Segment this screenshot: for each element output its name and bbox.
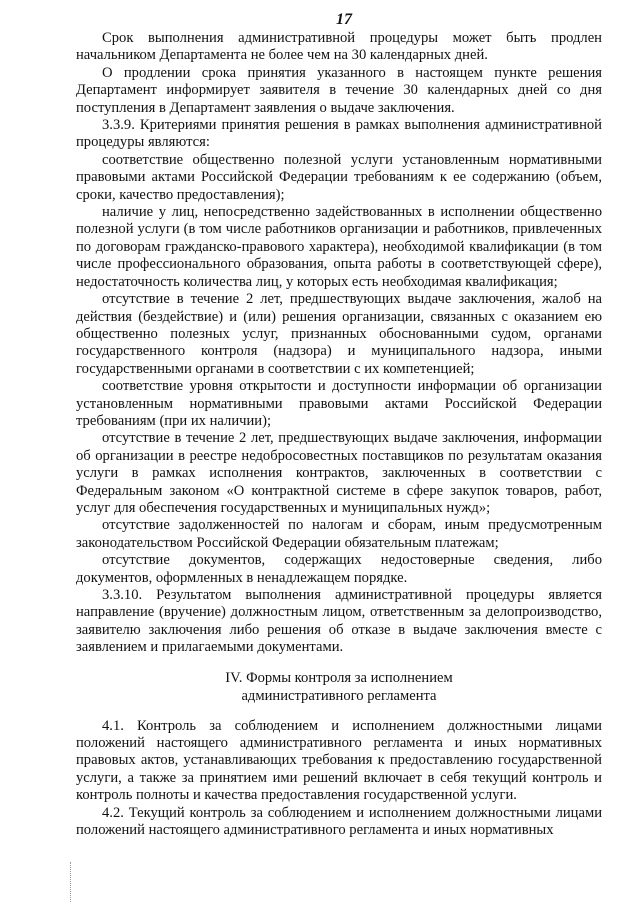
criterion-not-in-registry: отсутствие в течение 2 лет, предшествующих выдаче заключения, информации об организации в реестре недобросовестных поставщиков по результатам оказания услуги в рамках исполнения контрактов, заключенных в соответствии с Федеральным законом «О контрактной системе в сфере закупок товаров, работ, услуг для обеспечения государственных и муниципальных нужд»; <box>76 430 602 516</box>
criterion-information-openness: соответствие уровня открытости и доступности информации об организации установленным нормативными правовыми актами Российской Федерации требованиям (при их наличии); <box>76 378 602 429</box>
margin-dotted-line <box>70 862 72 902</box>
paragraph-procedure-result: 3.3.10. Результатом выполнения административной процедуры является направление (вручение) должностным лицом, ответственным за делопроизводство, заявителю заключения либо решения об отказе в выдаче заключения вместе с заявлением и прилагаемыми документами. <box>76 587 602 656</box>
paragraph-criteria-intro: 3.3.9. Критериями принятия решения в рамках выполнения административной процедуры являются: <box>76 117 602 151</box>
section-heading-line-1: IV. Формы контроля за исполнением <box>225 669 453 686</box>
section-heading <box>76 669 602 705</box>
paragraph-extension-notice: О продлении срока принятия указанного в настоящем пункте решения Департамент информирует заявителя в течение 30 календарных дней со дня поступления в Департамент заявления о выдаче заключения. <box>76 64 602 116</box>
criterion-no-tax-debts: отсутствие задолженностей по налогам и сборам, иным предусмотренным законодательством Российской Федерации обязательным платежам; <box>76 517 602 551</box>
section-heading-line-2: административного регламента <box>241 687 437 704</box>
paragraph-extension-term: Срок выполнения административной процедуры может быть продлен начальником Департамента не более чем на 30 календарных дней. <box>76 30 602 64</box>
criterion-service-compliance: соответствие общественно полезной услуги установленным нормативными правовыми актами Российской Федерации требованиям к ее содержанию (объем, сроки, качество предоставления); <box>76 151 602 203</box>
paragraph-control-4-1: 4.1. Контроль за соблюдением и исполнением должностными лицами положений настоящего административного регламента и иных нормативных правовых актов, устанавливающих требования к предоставлению государственной услуги, а также за принятием ими решений включает в себя текущий контроль и контроль полноты и качества предоставления государственной услуги. <box>76 717 602 804</box>
criterion-valid-documents: отсутствие документов, содержащих недостоверные сведения, либо документов, оформленных в ненадлежащем порядке. <box>76 552 602 586</box>
criterion-no-complaints: отсутствие в течение 2 лет, предшествующих выдаче заключения, жалоб на действия (бездействие) и (или) решения организации, связанных с оказанием ею общественно полезных услуг, признанных обоснованными судом, органами государственного контроля (надзора) и муниципального надзора, иными государственными органами в соответствии с их компетенцией; <box>76 291 602 377</box>
page-number: 17 <box>336 11 352 28</box>
criterion-staff-qualification: наличие у лиц, непосредственно задействованных в исполнении общественно полезной услуги (в том числе работников организации и работников, привлеченных по договорам гражданско-правового характера), необходимой квалификации (в том числе профессионального образования, опыта работы в соответствующей сфере), недостаточность количества лиц, у которых есть необходимая квалификация; <box>76 204 602 290</box>
paragraph-control-4-2: 4.2. Текущий контроль за соблюдением и исполнением должностными лицами положений настоящего административного регламента и иных нормативных <box>76 804 602 839</box>
